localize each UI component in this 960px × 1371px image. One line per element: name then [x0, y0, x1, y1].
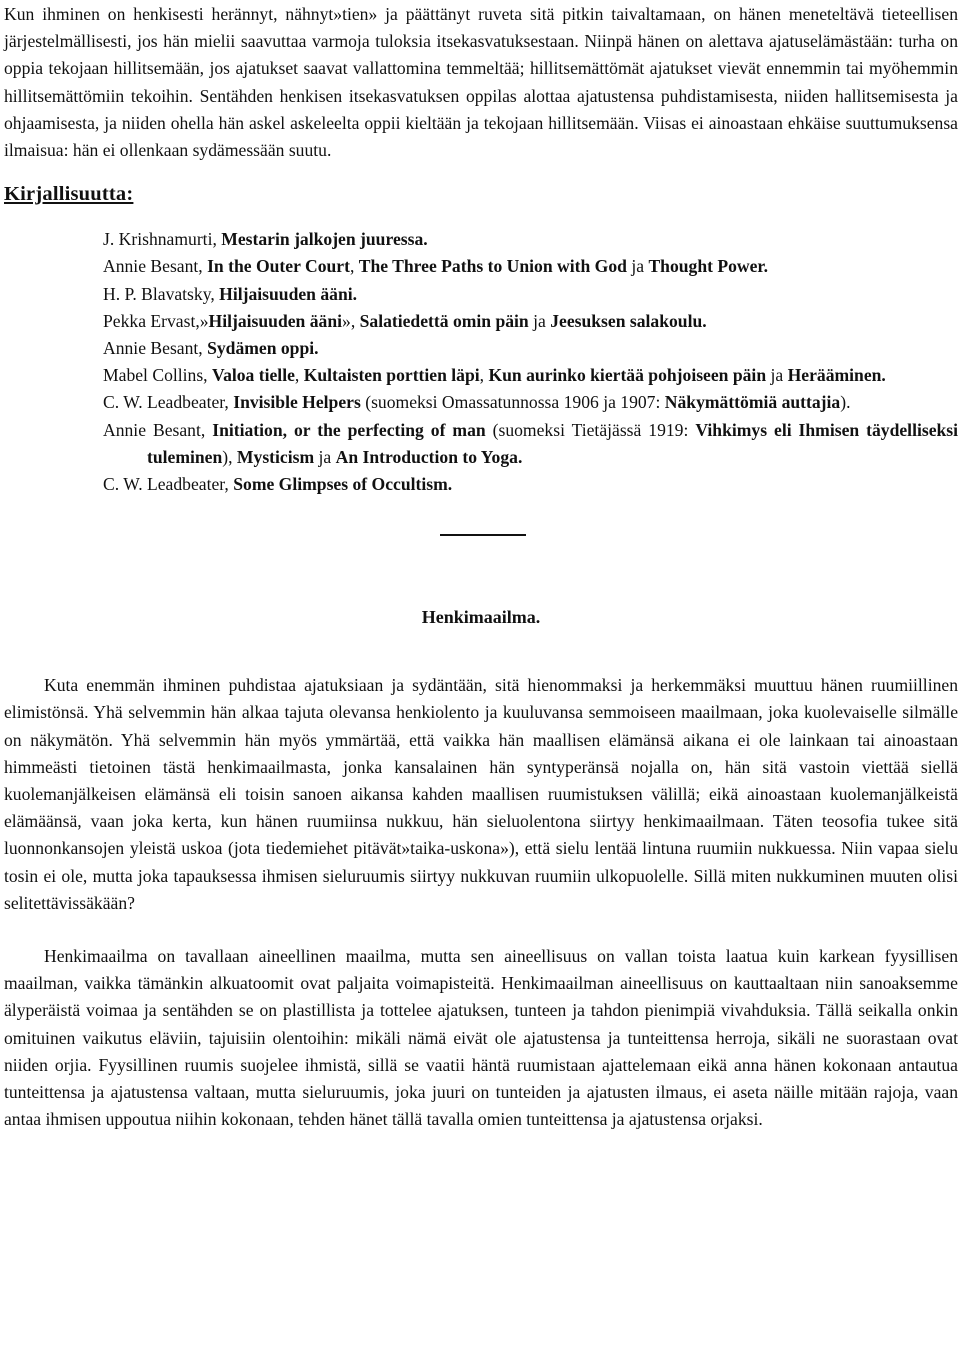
- literature-item: [103, 308, 958, 335]
- literature-text: H. P. Blavatsky,: [103, 283, 220, 304]
- literature-item: [103, 281, 958, 308]
- literature-item: [103, 362, 958, 389]
- intro-paragraph: Kun ihminen on henkisesti herännyt, nähnyt»tien» ja päättänyt ruveta sitä pitkin taivaltamaan, on hänen meneteltävä tieteellisen järjestelmällisesti, jos hän mielii saavuttaa varmoja tuloksia itsekasvatuksestaan. Niinpä hänen on alettava ajatuselämästään: turha on oppia tekojaan hillitsemään, jos ajatukset saavat vallattomina temmeltää; hillitsemättömät ajatukset vievät ennemmin tai myöhemmin hillitsemättömiin tekoihin. Sentähden henkisen itsekasvatuksen oppilas alottaa ajatustensa puhdistamisesta, niiden hallitsemisesta ja ohjaamisesta, ja niiden ohella hän askel askeleelta oppii kieltään ja tekojaan hillitsemään. Viisas ei ainoastaan ehkäise suuttumuksensa ilmaisua: hän ei ollenkaan sydämessään suutu.: [4, 4, 958, 161]
- section-title: Henkimaailma.: [421, 607, 541, 628]
- literature-title: Mysticism: [236, 446, 315, 467]
- literature-item: [103, 417, 958, 471]
- literature-text: ).: [840, 392, 851, 413]
- literature-text: (suomeksi Omassatunnossa 1906 ja 1907:: [360, 392, 665, 413]
- literature-title: Valoa tielle: [211, 365, 295, 386]
- literature-text: (suomeksi Tietäjässä 1919:: [485, 419, 696, 440]
- literature-text: Annie Besant,: [103, 419, 213, 440]
- literature-text: Pekka Ervast,»: [103, 310, 209, 331]
- literature-item: [103, 335, 958, 362]
- literature-item: [103, 389, 958, 416]
- literature-text: ja: [528, 310, 551, 331]
- literature-title: Hiljaisuuden ääni.: [219, 283, 358, 304]
- literature-item: [103, 253, 958, 280]
- literature-title: Hiljaisuuden ääni: [208, 310, 343, 331]
- literature-title: Thought Power.: [648, 256, 769, 277]
- literature-title: Some Glimpses of Occultism.: [233, 474, 453, 495]
- literature-list: [4, 226, 958, 498]
- literature-text: C. W. Leadbeater,: [103, 392, 234, 413]
- literature-title: Invisible Helpers: [233, 392, 361, 413]
- section-paragraph-1: Kuta enemmän ihminen puhdistaa ajatuksiaan ja sydäntään, sitä hienommaksi ja herkemmäksi muuttuu hänen ruumiillinen elimistönsä. Yhä selvemmin hän alkaa tajuta olevansa henkiolento ja kuuluvansa semmoiseen maailmaan, joka kuolevaiselle silmälle on näkymätön. Yhä selvemmin hän myös ymmärtää, että vaikka hän maallisen elämänsä aikana ei ole lainkaan tai ainoastaan himmeästi tietoinen tästä henkimaailmasta, jonka kansalainen hän syntyperänsä nojalla on, hän sitä vastoin viettää siellä kuolemanjälkeisen elämänsä eli toisin sanoen aikansa kahden maallisen ruumistuksen välillä; eikä ainoastaan kuolemanjälkeistä elämäänsä, vaan joka kerta, kun hänen ruumiinsa nukkuu, hän sieluolentona siirtyy henkimaailmaan. Täten teosofia tukee sitä luonnonkansojen yleistä uskoa (jota tiedemiehet pitävät»taika-uskona»), että sielu lentää lintuna ruumiin nukkuessa. Niin vapaa sielu tosin ei ole, mutta joka tapauksessa ihmisen sieluruumis siirtyy nukkuvan ruumiin ulkopuolelle. Sillä miten nukkuminen muuten olisi selitettävissäkään?: [4, 675, 958, 913]
- section-divider: [440, 534, 526, 536]
- literature-title: Sydämen oppi.: [207, 338, 319, 359]
- literature-text: Mabel Collins,: [103, 365, 212, 386]
- literature-text: ),: [222, 446, 237, 467]
- literature-text: ,: [349, 256, 359, 277]
- literature-title: In the Outer Court: [207, 256, 350, 277]
- literature-text: C. W. Leadbeater,: [103, 474, 234, 495]
- document-page: [4, 0, 958, 1134]
- literature-item: [103, 226, 958, 253]
- literature-text: ja: [314, 446, 336, 467]
- section-paragraph-2: Henkimaailma on tavallaan aineellinen maailma, mutta sen aineellisuus on vallan toista laatua kuin karkean fyysillisen maailman, vaikka tämänkin alkuatoomit ovat paljaita voimapisteitä. Henkimaailman aineellisuus on kauttaaltaan niin sanoaksemme älyperäistä voimaa ja sentähden se on plastillista ja tottelee ajatuksen, tunteen ja tahdon pienimpiä vivahduksia. Tällä seikalla onkin omituinen vaikutus eläviin, tajuisiin olentoihin: mikäli nämä eivät ole ajatustensa ja tunteittensa herroja, sikäli ne suorastaan ovat niiden orjia. Fyysillinen ruumis suojelee ihmistä, sillä se vaatii häntä ruumistaan ajattelemaan eikä anna hänen kokonaan antautua tunteittensa ja ajatustensa valtaan, mutta sieluruumis, joka juuri on tunteiden ja ajatusten ilmaus, ei aseta näille mitään rajoja, vaan antaa ihmisen uppoutua niihin kokonaan, tehden hänet tällä tavalla omien tunteittensa ja ajatustensa orjaksi.: [4, 946, 958, 1130]
- literature-heading: Kirjallisuutta:: [4, 183, 134, 206]
- literature-item: [103, 471, 958, 498]
- literature-text: ja: [766, 365, 788, 386]
- literature-title: Kun aurinko kiertää pohjoiseen päin: [488, 365, 767, 386]
- literature-title: Initiation, or the perfecting of man: [212, 419, 486, 440]
- literature-text: Annie Besant,: [103, 338, 208, 359]
- literature-text: ,: [479, 365, 489, 386]
- literature-title: Herääminen.: [787, 365, 886, 386]
- literature-text: J. Krishnamurti,: [103, 229, 222, 250]
- literature-title: Näkymättömiä auttajia: [664, 392, 841, 413]
- literature-title: The Three Paths to Union with God: [358, 256, 627, 277]
- literature-title: An Introduction to Yoga.: [335, 446, 523, 467]
- literature-title: Mestarin jalkojen juuressa.: [221, 229, 428, 250]
- literature-title: Vihkimys eli Ihmisen täydelliseksi tuleminen: [147, 419, 959, 467]
- literature-text: »,: [342, 310, 360, 331]
- literature-title: Kultaisten porttien läpi: [303, 365, 480, 386]
- literature-text: ja: [626, 256, 649, 277]
- literature-title: Salatiedettä omin päin: [359, 310, 529, 331]
- literature-text: Annie Besant,: [103, 256, 208, 277]
- literature-text: ,: [294, 365, 304, 386]
- literature-title: Jeesuksen salakoulu.: [550, 310, 707, 331]
